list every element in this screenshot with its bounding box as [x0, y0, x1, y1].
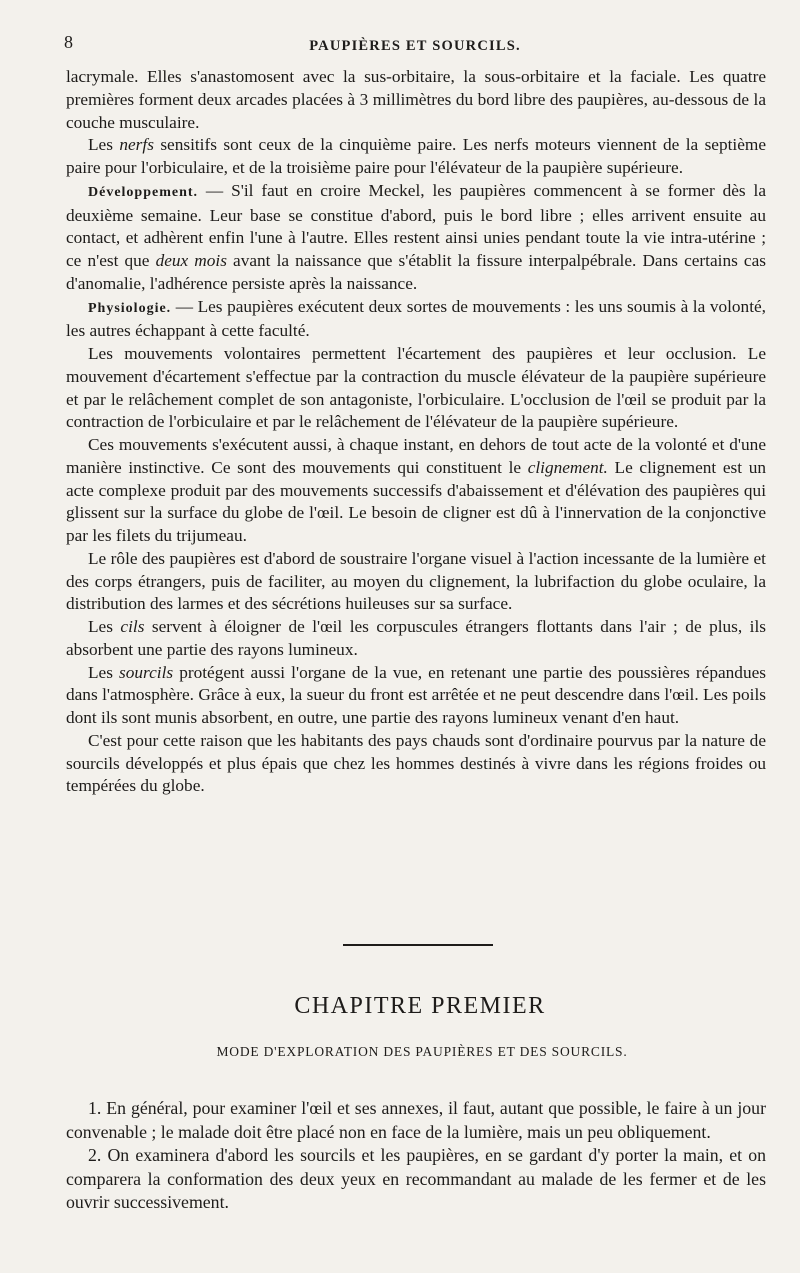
body-text — [66, 66, 766, 798]
numbered-paragraph: 1. En général, pour examiner l'œil et ses annexes, il faut, autant que possible, le faire à un jour convenable ; le malade doit être placé non en face de la lumière, mais un peu obliquement. — [66, 1098, 766, 1142]
paragraph: C'est pour cette raison que les habitants des pays chauds sont d'ordinaire pourvus par la nature de sourcils développés et plus épais que chez les hommes destinés à vivre dans les régions froides ou tempérées du globe. — [66, 730, 766, 796]
section-heading: Physiologie. — [88, 300, 172, 316]
paragraph: Les sourcils protégent aussi l'organe de la vue, en retenant une partie des poussières répandues dans l'atmosphère. Grâce à eux, la sueur du front est arrêtée et ne peut descendre dans l'œil. Les poils dont ils sont munis absorbent, en outre, une partie des rayons lumineux venant d'en haut. — [66, 662, 766, 727]
paragraph: Ces mouvements s'exécutent aussi, à chaque instant, en dehors de tout acte de la volonté et d'une manière instinctive. Ce sont des mouvements qui constituent le clignement. Le clignement est un acte complexe produit par des mouvements successifs d'abaissement et d'élévation des paupières qui glissent sur la surface du globe de l'œil. Le besoin de cligner est dû à l'innervation de la conjonctive par les filets du trijumeau. — [66, 435, 766, 545]
paragraph: Développement. — S'il faut en croire Meckel, les paupières commencent à se former dès la deuxième semaine. Leur base se constitue d'abord, puis le bord libre ; elles arrivent ensuite au contact, et adhèrent enfin l'une à l'autre. Elles restent ainsi unies pendant toute la vie intra-utérine ; ce n'est que deux mois avant la naissance que s'établit la fissure interpalpébrale. Dans certains cas d'anomalie, l'adhérence persiste après la naissance. — [66, 180, 766, 293]
section-heading: Développement. — [88, 184, 199, 200]
page-number: 8 — [64, 32, 74, 52]
running-title: PAUPIÈRES ET SOURCILS. — [309, 38, 521, 54]
paragraph: lacrymale. Elles s'anastomosent avec la sus-orbitaire, la sous-orbitaire et la faciale. Les quatre premières forment deux arcades placées à 3 millimètres du bord libre des paupières, au-dessous de la couche musculaire. — [66, 67, 766, 132]
chapter-text — [66, 1097, 766, 1215]
paragraph: Les mouvements volontaires permettent l'écartement des paupières et leur occlusion. Le mouvement d'écartement s'effectue par la contraction du muscle élévateur de la paupière supérieure et par le relâchement complet de son antagoniste, l'orbiculaire. L'occlusion de l'œil se produit par la contraction de l'orbiculaire et par le relâchement de l'élévateur de la paupière supérieure. — [66, 344, 766, 432]
chapter-title: CHAPITRE PREMIER — [294, 993, 546, 1019]
paragraph: Physiologie. — Les paupières exécutent deux sortes de mouvements : les uns soumis à la volonté, les autres échappant à cette faculté. — [66, 296, 766, 341]
page-header — [64, 30, 766, 56]
section-divider — [343, 944, 493, 946]
paragraph: Les cils servent à éloigner de l'œil les corpuscules étrangers flottants dans l'air ; de plus, ils absorbent une partie des rayons lumineux. — [66, 617, 766, 659]
paragraph: Le rôle des paupières est d'abord de soustraire l'organe visuel à l'action incessante de la lumière et des corps étrangers, puis de faciliter, au moyen du clignement, la lubrifaction du globe oculaire, la distribution des larmes et des sécrétions huileuses sur sa surface. — [66, 548, 766, 614]
paragraph: Les nerfs sensitifs sont ceux de la cinquième paire. Les nerfs moteurs viennent de la septième paire pour l'orbiculaire, et de la troisième paire pour l'élévateur de la paupière supérieure. — [66, 135, 766, 177]
numbered-paragraph: 2. On examinera d'abord les sourcils et les paupières, en se gardant d'y porter la main, et on comparera la conformation des deux yeux en recommandant au malade de les fermer et de les ouvrir successivement. — [66, 1145, 766, 1213]
chapter-subtitle: MODE D'EXPLORATION DES PAUPIÈRES ET DES SOURCILS. — [216, 1044, 628, 1059]
